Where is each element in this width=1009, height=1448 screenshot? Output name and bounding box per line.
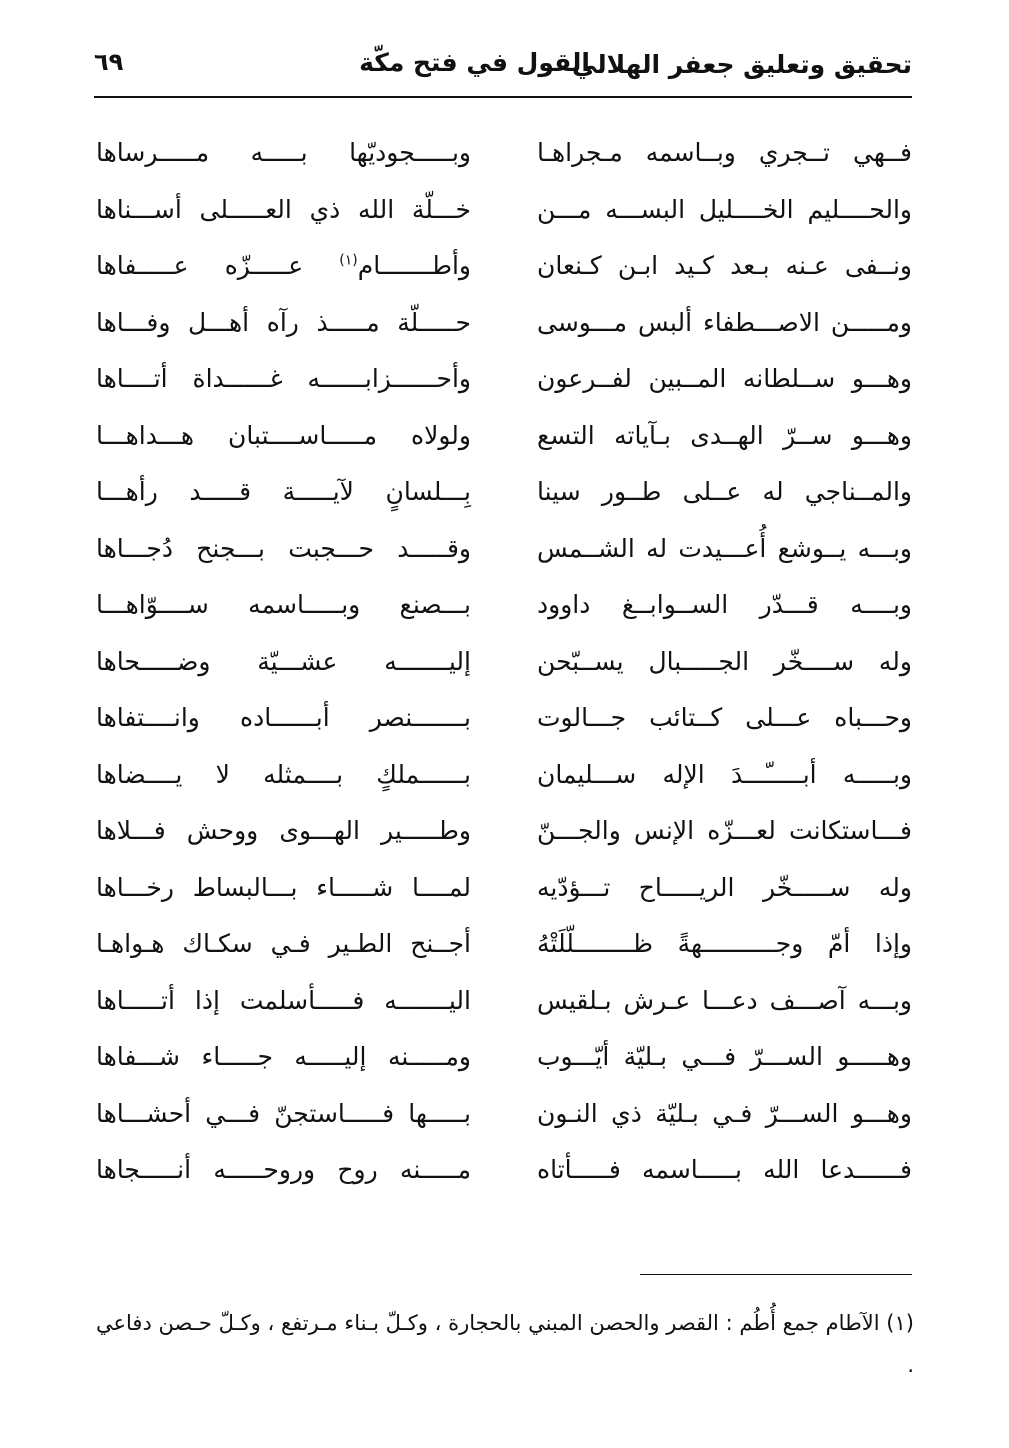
page-number: ٦٩ — [94, 48, 124, 76]
footnote-reference[interactable]: (١) — [339, 252, 358, 269]
verse-second-hemistich: بِـــلسانٍ لآيـــــة قـــــد رأهـــا — [96, 477, 471, 506]
verse-second-hemistich: أجــنح الطـير فـي سكـاك هـواهـا — [96, 929, 471, 958]
verse-second-hemistich: بـــصنع وبـــــاسمه ســــوّاهـــا — [96, 590, 471, 619]
verse-first-hemistich: وبـــه يــوشع أُعـــيدت له الشــمس — [537, 533, 912, 563]
verse-first-hemistich: وبـــه آصـــف دعـــا عـرش بـلقيس — [537, 985, 912, 1015]
verse-line — [90, 810, 912, 867]
verse-second-hemistich: لمــــا شـــــاء بـــالبساط رخـــاها — [96, 872, 471, 902]
verse-first-hemistich: والحــــليم الخــــليل البســـه مـــن — [537, 194, 912, 224]
verse-second-hemistich: وبـــــجوديّها بـــــه مـــــرساها — [96, 138, 471, 167]
verse-first-hemistich: وله ســــخّر الجـــــبال يســبّحن — [537, 646, 912, 676]
footnote: (١) الآطام جمع أُطُم : القصر والحصن المبني بالحجارة ، وكـلّ بـناء مـرتفع ، وكـلّ حـصن دفاعي . — [96, 1311, 914, 1377]
header-title: القول في فتح مكّة — [359, 48, 590, 77]
verse-second-hemistich: حـــــلّة مـــــذ رآه أهـــل وفـــاها — [96, 307, 471, 337]
verse-second-hemistich: بـــــــنصر أبــــــاده وانــــتفاها — [96, 703, 471, 732]
verse-line — [90, 189, 912, 246]
verse-second-hemistich: بـــــها فـــــاستجنّ فـــي أحشـــاها — [96, 1098, 471, 1128]
verse-line — [90, 1093, 912, 1150]
verse-line — [90, 867, 912, 924]
poem-body — [90, 132, 912, 1206]
verse-first-hemistich: وهـــو ســرّ الهــدى بـآياته التسع — [537, 420, 912, 450]
verse-first-hemistich: وبــــه قـــدّر الســوابــغ داوود — [537, 590, 912, 619]
verse-second-hemistich: ومـــــنه إليـــــه جـــــاء شـــفاها — [96, 1042, 471, 1071]
verse-line — [90, 302, 912, 359]
verse-first-hemistich: فــــــدعا الله بـــــاسمه فـــــأتاه — [537, 1155, 912, 1184]
verse-line — [90, 584, 912, 641]
verse-second-hemistich: خـــلّة الله ذي العـــــلى أســـناها — [96, 194, 471, 224]
verse-first-hemistich: وبـــــه أبـــــّـــدَ الإله ســـليمان — [537, 759, 912, 789]
verse-line — [90, 132, 912, 189]
verse-second-hemistich: مـــــنه روح وروحـــــه أنـــــجاها — [96, 1155, 471, 1184]
verse-line — [90, 358, 912, 415]
verse-line — [90, 641, 912, 698]
verse-first-hemistich: والمــناجي له عــلى طــور سينا — [537, 477, 912, 506]
verse-second-hemistich: ولولاه مـــــاســــتبان هـــداهـــا — [96, 420, 471, 450]
footnote-divider — [640, 1274, 912, 1275]
verse-line — [90, 528, 912, 585]
verse-first-hemistich: وهـــــو الســـرّ فـــي بـليّة أيّـــوب — [537, 1042, 912, 1071]
verse-second-hemistich — [96, 251, 471, 280]
verse-line — [90, 754, 912, 811]
verse-second-hemistich: بــــــملكٍ بــــمثله لا يــــضاها — [96, 759, 471, 789]
verse-first-hemistich: وحـــباه عـــلى كــتائب جـــالوت — [537, 703, 912, 732]
verse-second-hemistich: اليـــــــه فـــــأسلمت إذا أتـــــاها — [96, 985, 471, 1015]
hemistich-text: وأطـــــــام — [357, 251, 471, 280]
header-author: تحقيق وتعليق جعفر الهلالي — [571, 50, 912, 79]
verse-second-hemistich: وقـــــد حـــجبت بـــجنح دُجـــاها — [96, 533, 471, 563]
hemistich-text: عـــــزّه عـــــفاها — [96, 251, 340, 280]
running-header — [94, 44, 912, 92]
verse-line — [90, 471, 912, 528]
verse-line — [90, 980, 912, 1037]
verse-line — [90, 415, 912, 472]
header-divider — [94, 96, 912, 98]
verse-first-hemistich: وإذا أمّ وجــــــــــهةً ظــــــــلّلَتْهُ — [537, 929, 912, 958]
verse-first-hemistich: فــهي تــجري وبــاسمه مـجراهـا — [537, 138, 912, 167]
verse-first-hemistich: فـــاستكانت لعـــزّه الإنس والجـــنّ — [537, 816, 912, 845]
verse-line — [90, 697, 912, 754]
verse-first-hemistich: وله ســـــخّر الريـــــاح تـــؤدّيه — [537, 872, 912, 902]
verse-first-hemistich: ونــفى عـنه بـعد كـيد ابـن كـنعان — [537, 251, 912, 280]
verse-line — [90, 923, 912, 980]
verse-first-hemistich: ومـــــن الاصـــطفاء ألبس مـــوسى — [537, 307, 912, 337]
verse-first-hemistich: وهـــو الســـرّ فـي بـليّة ذي النـون — [537, 1098, 912, 1128]
verse-first-hemistich: وهـــو ســلطانه المــبين لفــرعون — [537, 364, 912, 393]
verse-second-hemistich: وطـــــير الهـــوى ووحش فـــلاها — [96, 816, 471, 845]
verse-line — [90, 245, 912, 302]
verse-second-hemistich: إليـــــــه عشـــيّة وضـــــحاها — [96, 646, 471, 676]
verse-line — [90, 1036, 912, 1093]
verse-line — [90, 1149, 912, 1206]
verse-second-hemistich: وأحــــــزابــــــه غــــــداة أتــــاها — [96, 364, 471, 393]
